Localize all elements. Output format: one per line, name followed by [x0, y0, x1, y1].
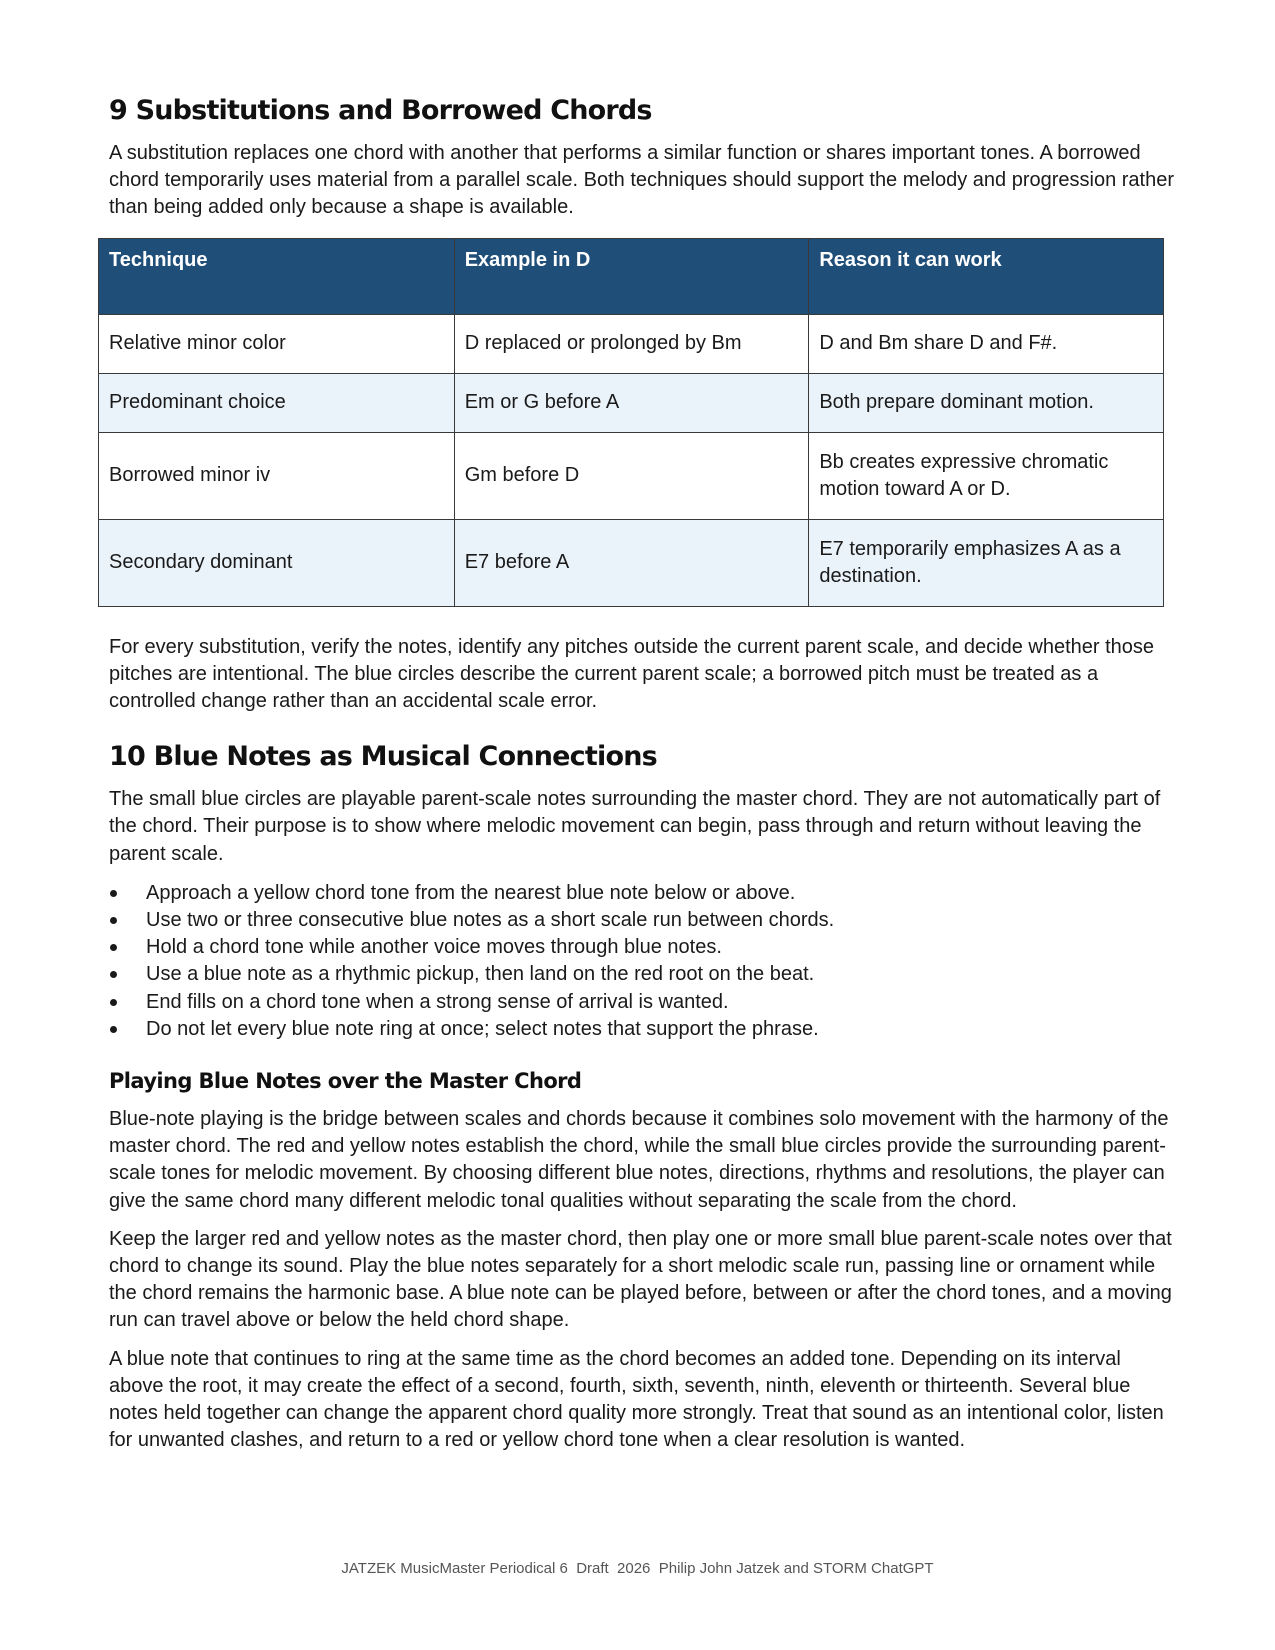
table-row	[99, 314, 1164, 373]
table-row	[99, 432, 1164, 519]
table-header-row	[99, 238, 1164, 314]
table-cell-technique: Secondary dominant	[99, 519, 455, 606]
section-9-intro: A substitution replaces one chord with another that performs a similar function or shares important tones. A borrowed chord temporarily uses material from a parallel scale. Both techniques should support the melody and progression rather than being added only because a shape is available.	[109, 142, 1174, 219]
bullet-icon	[110, 999, 117, 1006]
list-item: Use a blue note as a rhythmic pickup, then land on the red root on the beat.	[109, 961, 1175, 988]
body-paragraph: Keep the larger red and yellow notes as the master chord, then play one or more small blue parent-scale notes over that chord to change its sound. Play the blue notes separately for a short melodic scale run, passing line or ornament while the chord remains the harmonic base. A blue note can be played before, between or after the chord tones, and a moving run can travel above or below the held chord shape.	[109, 1227, 1172, 1332]
table-cell-example: E7 before A	[454, 519, 809, 606]
table-row	[99, 373, 1164, 432]
blue-notes-subheading: Playing Blue Notes over the Master Chord	[109, 1069, 582, 1094]
bullet-icon	[110, 944, 117, 951]
bullet-icon	[110, 917, 117, 924]
table-cell-reason: E7 temporarily emphasizes A as a destination.	[809, 519, 1164, 606]
list-item: Approach a yellow chord tone from the nearest blue note below or above.	[109, 880, 1175, 907]
table-cell-reason: Bb creates expressive chromatic motion toward A or D.	[809, 432, 1164, 519]
section-10-heading: 10 Blue Notes as Musical Connections	[109, 741, 657, 773]
table-cell-reason: Both prepare dominant motion.	[809, 373, 1164, 432]
blue-notes-bullet-list	[109, 880, 1175, 1043]
page-content	[109, 95, 1175, 1454]
body-paragraph: A blue note that continues to ring at the same time as the chord becomes an added tone. Depending on its interval above the root, it may create the effect of a second, fourth, sixth, seventh, ninth, eleventh or thirteenth. Several blue notes held together can change the apparent chord quality more strongly. Treat that sound as an intentional color, listen for unwanted clashes, and return to a red or yellow chord tone when a clear resolution is wanted.	[109, 1347, 1164, 1452]
table-cell-example: Em or G before A	[454, 373, 809, 432]
list-item: Do not let every blue note ring at once; select notes that support the phrase.	[109, 1016, 1175, 1043]
table-cell-technique: Borrowed minor iv	[99, 432, 455, 519]
substitutions-table	[98, 238, 1164, 607]
bullet-icon	[110, 971, 117, 978]
list-item: End fills on a chord tone when a strong sense of arrival is wanted.	[109, 989, 1175, 1016]
list-item: Hold a chord tone while another voice moves through blue notes.	[109, 934, 1175, 961]
table-cell-technique: Relative minor color	[99, 314, 455, 373]
section-10-intro: The small blue circles are playable parent-scale notes surrounding the master chord. They are not automatically part of the chord. Their purpose is to show where melodic movement can begin, pass through and return without leaving the parent scale.	[109, 788, 1161, 865]
section-9-after-table: For every substitution, verify the notes, identify any pitches outside the current parent scale, and decide whether those pitches are intentional. The blue circles describe the current parent scale; a borrowed pitch must be treated as a controlled change rather than an accidental scale error.	[109, 635, 1155, 713]
table-cell-example: D replaced or prolonged by Bm	[454, 314, 809, 373]
table-header-reason: Reason it can work	[809, 238, 1164, 314]
table-cell-technique: Predominant choice	[99, 373, 455, 432]
bullet-icon	[110, 890, 117, 897]
page-footer: JATZEK MusicMaster Periodical 6 Draft 2026 Philip John Jatzek and STORM ChatGPT	[341, 1560, 934, 1577]
list-item: Use two or three consecutive blue notes as a short scale run between chords.	[109, 907, 1175, 934]
bullet-icon	[110, 1026, 117, 1033]
table-cell-reason: D and Bm share D and F#.	[809, 314, 1164, 373]
table-header-example: Example in D	[454, 238, 809, 314]
table-cell-example: Gm before D	[454, 432, 809, 519]
table-header-technique: Technique	[99, 238, 455, 314]
section-9-heading: 9 Substitutions and Borrowed Chords	[109, 95, 652, 126]
body-paragraph: Blue-note playing is the bridge between scales and chords because it combines solo movement with the harmony of the master chord. The red and yellow notes establish the chord, while the small blue circles provide the surrounding parent-scale tones for melodic movement. By choosing different blue notes, directions, rhythms and resolutions, the player can give the same chord many different melodic tonal qualities without separating the scale from the chord.	[109, 1108, 1169, 1212]
table-row	[99, 519, 1164, 606]
